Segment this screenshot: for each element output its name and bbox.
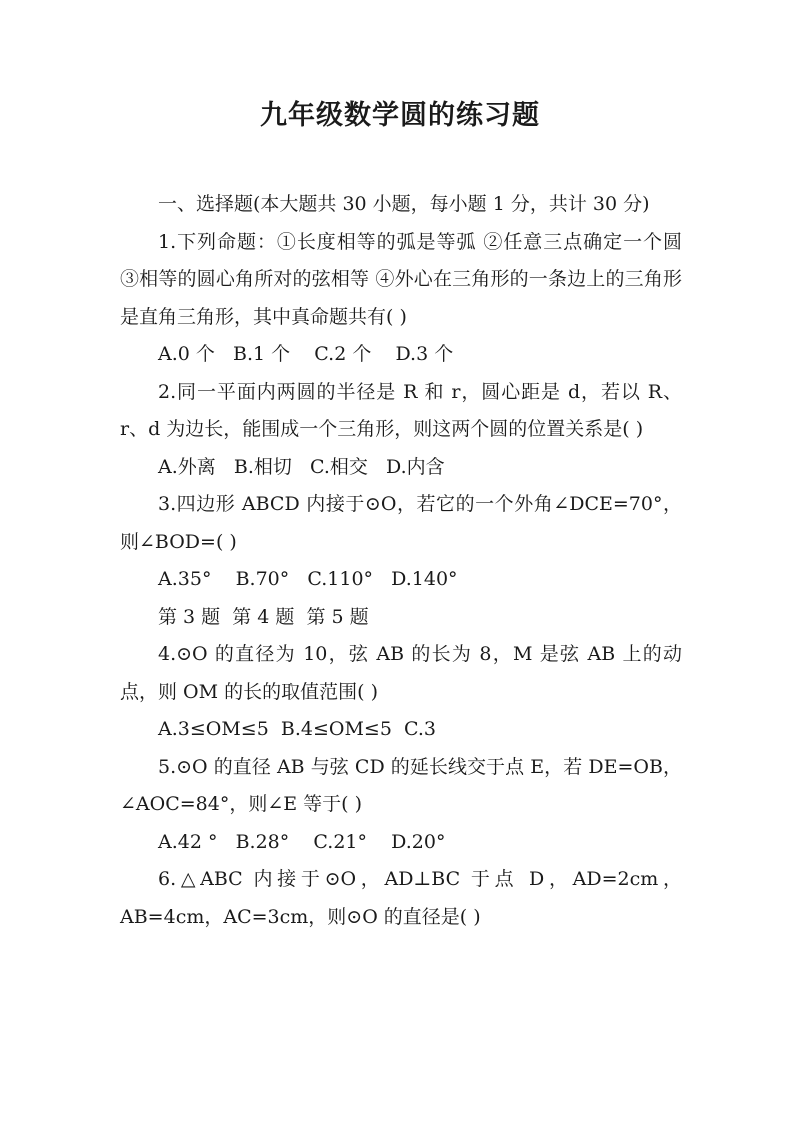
document-body xyxy=(120,186,682,936)
question-4-options: A.3≤OM≤5 B.4≤OM≤5 C.3 xyxy=(158,718,437,740)
question-5-stem: 5.⊙O 的直径 AB 与弦 CD 的延长线交于点 E，若 DE=OB，∠AOC=84°，则∠E 等于( ) xyxy=(120,755,682,815)
question-6-stem: 6.△ABC 内接于⊙O，AD⊥BC 于点 D，AD=2cm，AB=4cm，AC=3cm，则⊙O 的直径是( ) xyxy=(120,868,682,928)
question-2-options: A.外离 B.相切 C.相交 D.内含 xyxy=(158,455,445,478)
question-5-options: A.42 ° B.28° C.21° D.20° xyxy=(158,830,446,853)
question-3-stem: 3.四边形 ABCD 内接于⊙O，若它的一个外角∠DCE=70°，则∠BOD=( ) xyxy=(120,493,682,553)
section-heading: 一、选择题(本大题共 30 小题，每小题 1 分，共计 30 分) xyxy=(158,193,650,215)
figure-labels: 第 3 题 第 4 题 第 5 题 xyxy=(158,605,369,628)
question-4-stem: 4.⊙O 的直径为 10，弦 AB 的长为 8，M 是弦 AB 上的动点，则 OM 的长的取值范围( ) xyxy=(120,643,682,703)
page-title: 九年级数学圆的练习题 xyxy=(260,100,540,131)
question-3-options: A.35° B.70° C.110° D.140° xyxy=(158,568,458,590)
question-2-stem: 2.同一平面内两圆的半径是 R 和 r，圆心距是 d，若以 R、r、d 为边长，能围成一个三角形，则这两个圆的位置关系是( ) xyxy=(120,380,682,440)
question-1-options: A.0 个 B.1 个 C.2 个 D.3 个 xyxy=(158,343,454,365)
question-1-stem: 1.下列命题：①长度相等的弧是等弧 ②任意三点确定一个圆 ③相等的圆心角所对的弦相等 ④外心在三角形的一条边上的三角形是直角三角形，其中真命题共有( ) xyxy=(120,230,682,328)
